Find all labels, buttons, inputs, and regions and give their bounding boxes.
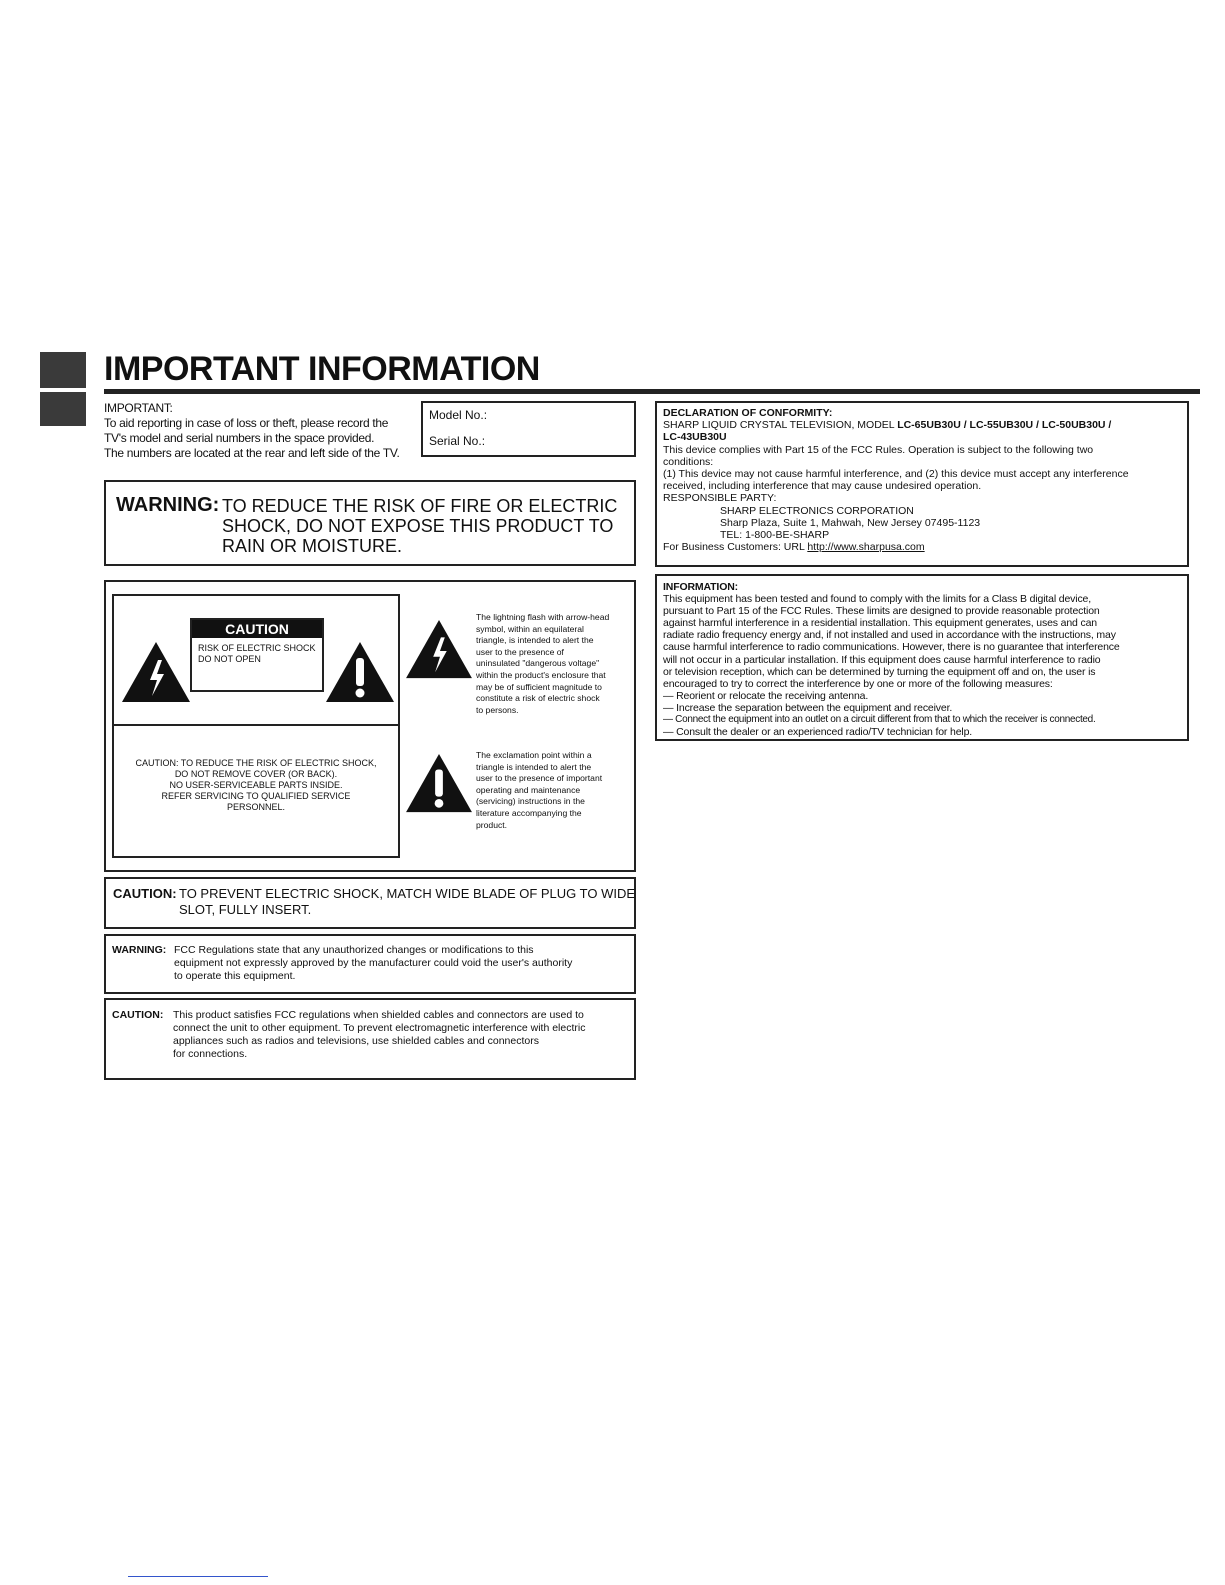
caution-cables-text [173,1009,585,1061]
caution-plug-box [104,877,636,929]
important-line: The numbers are located at the rear and left side of the TV. [104,446,400,460]
information-line: — Reorient or relocate the receiving antenna. [663,689,869,702]
sharpusa-link[interactable]: http://www.sharpusa.com [807,541,925,554]
warning-line: to operate this equipment. [174,970,296,982]
section-tab-top [40,352,86,388]
declaration-heading: DECLARATION OF CONFORMITY: [663,407,833,419]
party-line: TEL: 1-800-BE-SHARP [720,529,830,542]
risk-line: RISK OF ELECTRIC SHOCK [198,643,316,653]
warning-fcc-text [174,944,572,983]
declaration-line: RESPONSIBLE PARTY: [663,492,777,505]
exclamation-triangle-icon [324,640,396,704]
explanation-line: to persons. [476,704,519,715]
explanation-line: may be of sufficient magnitude to [476,681,602,692]
warning-label: WARNING: [112,944,167,956]
explanation-line: uninsulated "dangerous voltage" [476,658,600,669]
instruction-line: CAUTION: TO REDUCE THE RISK OF ELECTRIC SHOCK, [135,758,377,768]
serial-number-label: Serial No.: [429,434,486,448]
important-line: TV's model and serial numbers in the space provided. [104,431,375,445]
caution-symbol-panel [104,580,636,872]
exclamation-triangle-icon [404,752,474,814]
caution-heading: CAUTION [192,620,322,638]
page-title: IMPORTANT INFORMATION [104,350,540,388]
declaration-line: (1) This device may not cause harmful interference, and (2) this device must accept any interference [663,468,1129,481]
information-line: against harmful interference in a residential installation. This equipment generates, uses and can [663,617,1097,630]
instruction-line: NO USER-SERVICEABLE PARTS INSIDE. [169,780,343,790]
business-prefix: For Business Customers: URL [663,541,808,554]
caution-label-frame [112,594,400,858]
declaration-model-line [663,419,1183,431]
caution-divider [114,724,398,726]
explanation-line: literature accompanying the [476,807,582,818]
party-line: SHARP ELECTRONICS CORPORATION [720,504,914,517]
warning-line: SHOCK, DO NOT EXPOSE THIS PRODUCT TO [222,516,614,536]
caution-line: connect the unit to other equipment. To prevent electromagnetic interference with electric [173,1022,586,1034]
instruction-line: PERSONNEL. [226,802,286,812]
caution-instructions [114,758,398,813]
lightning-triangle-icon [120,640,192,704]
information-text [663,581,1187,738]
information-box [655,574,1189,741]
declaration-line: conditions: [663,455,714,468]
model-list: LC-65UB30U / LC-55UB30U / LC-50UB30U / [897,419,1112,432]
explanation-line: symbol, within an equilateral [476,623,584,634]
explanation-line: triangle, is intended to alert the [476,635,594,646]
model-number-label: Model No.: [429,408,488,422]
explanation-line: operating and maintenance [476,784,581,795]
lightning-explanation [476,612,634,716]
exclamation-explanation [476,750,634,831]
warning-moisture-box [104,480,636,566]
explanation-line: user to the presence of important [476,773,603,784]
warning-text [222,496,617,556]
caution-line: for connections. [173,1048,248,1060]
information-line: — Increase the separation between the equipment and receiver. [663,701,953,714]
warning-label: WARNING: [116,494,220,516]
information-line: encouraged to try to correct the interference by one or more of the following measures: [663,677,1053,690]
explanation-line: (servicing) instructions in the [476,796,585,807]
explanation-line: The lightning flash with arrow-head [476,612,610,622]
declaration-box [655,401,1189,567]
important-label: IMPORTANT: [104,401,173,415]
explanation-line: The exclamation point within a [476,750,592,760]
information-line: pursuant to Part 15 of the FCC Rules. These limits are designed to provide reasonable protection [663,605,1100,618]
declaration-text [663,407,1183,553]
model-list: LC-43UB30U [663,431,727,444]
important-note [104,401,414,461]
footer-link-underline [128,1576,268,1577]
risk-line: DO NOT OPEN [198,654,261,664]
caution-line: TO PREVENT ELECTRIC SHOCK, MATCH WIDE BLADE OF PLUG TO WIDE [179,886,636,901]
caution-line: SLOT, FULLY INSERT. [179,902,312,917]
instruction-line: REFER SERVICING TO QUALIFIED SERVICE [161,791,351,801]
warning-line: equipment not expressly approved by the manufacturer could void the user's authority [174,957,573,969]
declaration-line: received, including interference that may cause undesired operation. [663,480,982,493]
explanation-line: product. [476,819,508,830]
information-line: This equipment has been tested and found to comply with the limits for a Class B digital device, [663,593,1092,606]
information-line: cause harmful interference to radio communications. However, there is no guarantee that interference [663,641,1120,654]
caution-label [190,618,324,692]
explanation-line: user to the presence of [476,646,564,657]
record-box [421,401,636,457]
information-line: or television reception, which can be determined by turning the equipment off and on, the user is [663,665,1096,678]
information-line: — Consult the dealer or an experienced radio/TV technician for help. [663,726,973,739]
information-line: radiate radio frequency energy and, if not installed and used in accordance with the instructions, may [663,629,1116,642]
important-line: To aid reporting in case of loss or theft, please record the [104,416,389,430]
caution-plug-text [179,886,635,918]
instruction-line: DO NOT REMOVE COVER (OR BACK). [174,769,338,779]
risk-text [192,638,322,665]
warning-line: TO REDUCE THE RISK OF FIRE OR ELECTRIC [222,496,618,516]
party-line: Sharp Plaza, Suite 1, Mahwah, New Jersey 07495-1123 [720,516,981,529]
information-line: — Connect the equipment into an outlet on a circuit different from that to which the receiver is connected. [663,714,1096,726]
warning-fcc-box [104,934,636,994]
section-tab-bottom [40,392,86,426]
explanation-line: triangle is intended to alert the [476,761,592,772]
caution-cables-box [104,998,636,1080]
business-line [663,541,1183,553]
title-rule [104,389,1200,394]
warning-line: RAIN OR MOISTURE. [222,536,403,556]
model-prefix: SHARP LIQUID CRYSTAL TELEVISION, MODEL [663,419,898,432]
caution-label: CAUTION: [112,1009,164,1021]
information-line: will not occur in a particular installation. If this equipment does cause harmful interference to radio [663,653,1101,666]
caution-line: appliances such as radios and televisions, use shielded cables and connectors [173,1035,539,1047]
declaration-line: This device complies with Part 15 of the FCC Rules. Operation is subject to the following two [663,443,1094,456]
lightning-triangle-icon [404,618,474,680]
caution-label: CAUTION: [113,886,177,901]
explanation-line: within the product's enclosure that [476,669,606,680]
information-heading: INFORMATION: [663,581,738,593]
warning-line: FCC Regulations state that any unauthorized changes or modifications to this [174,944,534,956]
caution-line: This product satisfies FCC regulations when shielded cables and connectors are used to [173,1009,584,1021]
explanation-line: constitute a risk of electric shock [476,693,600,704]
